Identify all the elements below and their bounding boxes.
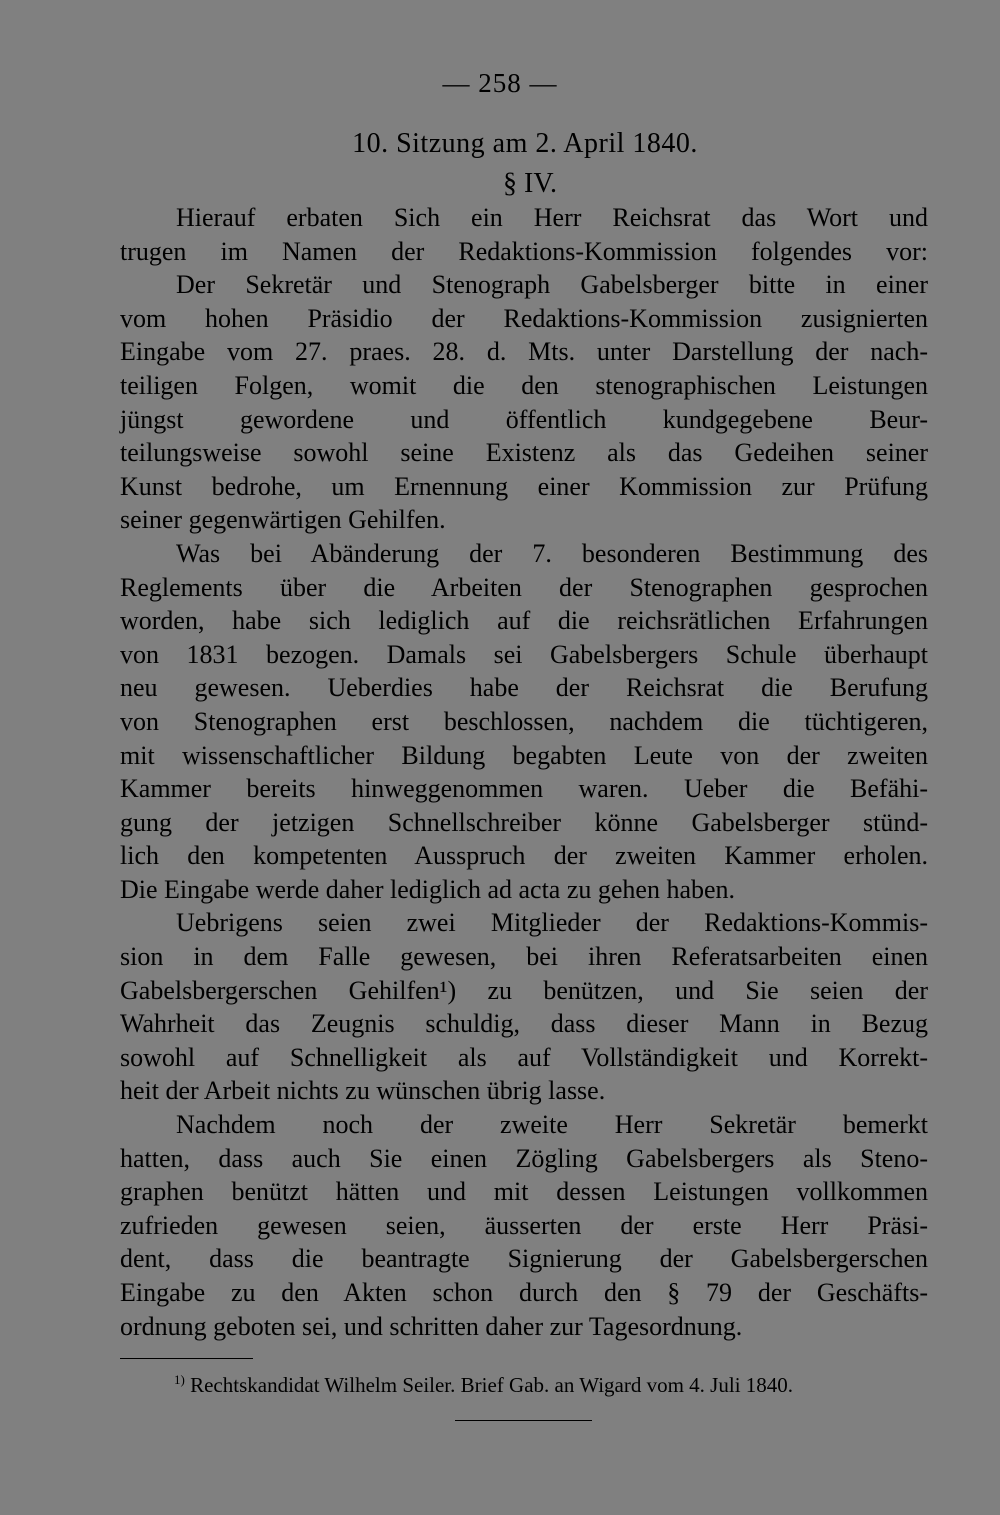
- text-line: von Stenographen erst beschlossen, nachdem die tüchtigeren,: [120, 706, 928, 736]
- text-line: Kammer bereits hinweggenommen waren. Ueber die Befähi-: [120, 774, 928, 804]
- text-line: hatten, dass auch Sie einen Zögling Gabelsbergers als Steno-: [120, 1143, 928, 1173]
- text-line: dent, dass die beantragte Signierung der Gabelsbergerschen: [120, 1244, 928, 1274]
- text-line: ordnung geboten sei, und schritten daher zur Tagesordnung.: [120, 1311, 743, 1341]
- footnote-text: Rechtskandidat Wilhelm Seiler. Brief Gab. an Wigard vom 4. Juli 1840.: [190, 1373, 794, 1397]
- text-line: gung der jetzigen Schnellschreiber könne Gabelsberger stünd-: [120, 807, 928, 837]
- text-line: Eingabe vom 27. praes. 28. d. Mts. unter Darstellung der nach-: [120, 337, 928, 367]
- text-line: trugen im Namen der Redaktions-Kommission folgendes vor:: [120, 236, 928, 266]
- text-line: worden, habe sich lediglich auf die reichsrätlichen Erfahrungen: [120, 606, 928, 636]
- text-line: Kunst bedrohe, um Ernennung einer Kommission zur Prüfung: [120, 471, 928, 501]
- text-line: mit wissenschaftlicher Bildung begabten Leute von der zweiten: [120, 740, 928, 770]
- text-line: sowohl auf Schnelligkeit als auf Vollständigkeit und Korrekt-: [120, 1042, 928, 1072]
- end-rule: [455, 1420, 592, 1421]
- text-line: zufrieden gewesen seien, äusserten der erste Herr Präsi-: [120, 1210, 928, 1240]
- footnote: [174, 1372, 793, 1398]
- footnote-separator: [120, 1358, 253, 1359]
- text-line: Wahrheit das Zeugnis schuldig, dass dieser Mann in Bezug: [120, 1009, 928, 1039]
- section-heading: § IV.: [503, 168, 557, 199]
- text-line: Eingabe zu den Akten schon durch den § 79 der Geschäfts-: [120, 1278, 928, 1307]
- text-line: Nachdem noch der zweite Herr Sekretär bemerkt: [176, 1110, 928, 1140]
- text-line: neu gewesen. Ueberdies habe der Reichsrat die Berufung: [120, 673, 928, 703]
- text-line: graphen benützt hätten und mit dessen Leistungen vollkommen: [120, 1177, 928, 1207]
- text-line: Der Sekretär und Stenograph Gabelsberger bitte in einer: [176, 270, 928, 300]
- session-heading: 10. Sitzung am 2. April 1840.: [352, 128, 698, 159]
- page-number: — 258 —: [442, 68, 558, 98]
- text-line: teiligen Folgen, womit die den stenographischen Leistungen: [120, 370, 928, 400]
- text-line: Uebrigens seien zwei Mitglieder der Redaktions-Kommis-: [176, 908, 928, 938]
- text-line: seiner gegenwärtigen Gehilfen.: [120, 505, 446, 535]
- text-line: Hierauf erbaten Sich ein Herr Reichsrat das Wort und: [176, 203, 928, 232]
- text-line: Reglements über die Arbeiten der Stenographen gesprochen: [120, 572, 928, 602]
- text-line: lich den kompetenten Ausspruch der zweiten Kammer erholen.: [120, 841, 928, 871]
- text-line: jüngst gewordene und öffentlich kundgegebene Beur-: [120, 404, 928, 434]
- text-line: heit der Arbeit nichts zu wünschen übrig lasse.: [120, 1076, 606, 1106]
- body-text: [120, 201, 928, 1343]
- footnote-marker: 1): [174, 1372, 185, 1387]
- text-line: von 1831 bezogen. Damals sei Gabelsbergers Schule überhaupt: [120, 639, 928, 669]
- text-line: Die Eingabe werde daher lediglich ad acta zu gehen haben.: [120, 874, 736, 904]
- text-line: sion in dem Falle gewesen, bei ihren Referatsarbeiten einen: [120, 942, 928, 972]
- text-line: vom hohen Präsidio der Redaktions-Kommission zusignierten: [120, 303, 928, 333]
- text-line: Was bei Abänderung der 7. besonderen Bestimmung des: [176, 538, 928, 568]
- text-line: teilungsweise sowohl seine Existenz als das Gedeihen seiner: [120, 438, 928, 468]
- text-line: Gabelsbergerschen Gehilfen¹) zu benützen, und Sie seien der: [120, 975, 928, 1005]
